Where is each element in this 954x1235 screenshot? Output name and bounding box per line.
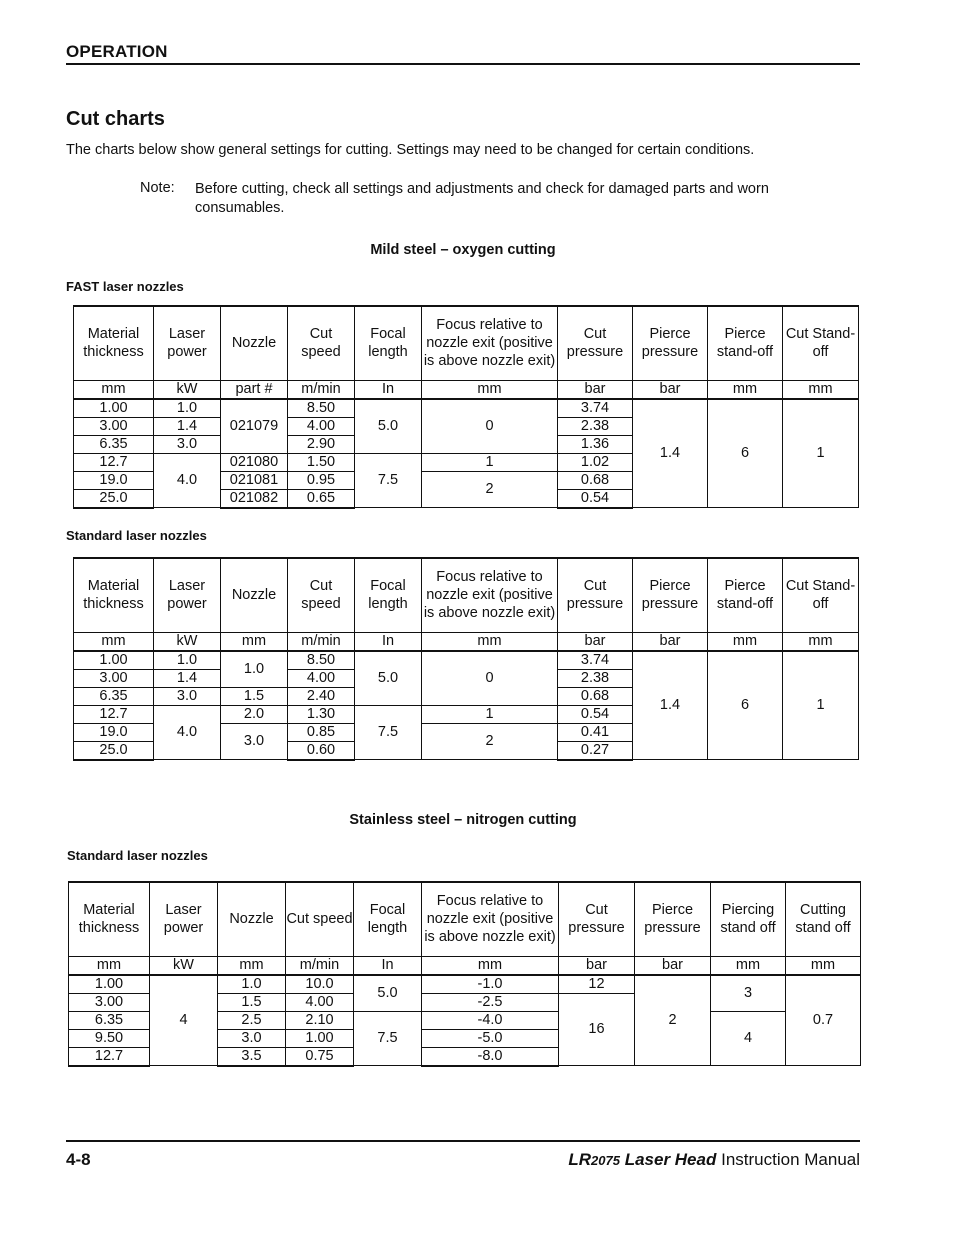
power-cell: 1.0 bbox=[154, 399, 221, 418]
cut-pressure-cell: 0.27 bbox=[558, 741, 633, 760]
nozzle-cell: 2.0 bbox=[221, 705, 288, 723]
speed-cell: 2.40 bbox=[288, 687, 355, 705]
header-cell: Material thickness bbox=[74, 558, 154, 632]
thickness-cell: 6.35 bbox=[74, 687, 154, 705]
header-cell: Pierce pressure bbox=[633, 306, 708, 380]
header-row bbox=[69, 882, 861, 956]
cut-standoff-cell: 1 bbox=[783, 651, 859, 760]
cut-standoff-cell: 1 bbox=[783, 399, 859, 508]
thickness-cell: 3.00 bbox=[74, 417, 154, 435]
speed-cell: 0.95 bbox=[288, 471, 355, 489]
unit-cell: mm bbox=[786, 956, 861, 975]
header-cell: Focal length bbox=[354, 882, 422, 956]
cut-pressure-cell: 1.02 bbox=[558, 453, 633, 471]
manual-title bbox=[560, 1150, 860, 1170]
unit-cell: mm bbox=[708, 380, 783, 399]
standard-nozzles-subtitle: Standard laser nozzles bbox=[66, 528, 207, 543]
header-cell: Nozzle bbox=[221, 306, 288, 380]
header-cell: Pierce stand-off bbox=[708, 558, 783, 632]
focus-cell: -4.0 bbox=[422, 1011, 559, 1029]
focus-cell: -2.5 bbox=[422, 993, 559, 1011]
header-row bbox=[74, 558, 859, 632]
unit-cell: bar bbox=[559, 956, 635, 975]
unit-cell: m/min bbox=[286, 956, 354, 975]
power-cell: 1.4 bbox=[154, 417, 221, 435]
power-cell: 4.0 bbox=[154, 453, 221, 508]
header-row bbox=[74, 306, 859, 380]
stainless-nozzles-subtitle: Standard laser nozzles bbox=[67, 848, 208, 863]
header-cell: Material thickness bbox=[69, 882, 150, 956]
nozzle-cell: 021080 bbox=[221, 453, 288, 471]
unit-cell: mm bbox=[422, 380, 558, 399]
cutting-standoff-cell: 0.7 bbox=[786, 975, 861, 1066]
power-cell: 1.0 bbox=[154, 651, 221, 670]
header-rule bbox=[66, 63, 860, 65]
thickness-cell: 19.0 bbox=[74, 723, 154, 741]
focus-cell: 0 bbox=[422, 399, 558, 454]
product-prefix: LR bbox=[568, 1150, 592, 1169]
thickness-cell: 1.00 bbox=[69, 975, 150, 994]
cut-pressure-cell: 0.68 bbox=[558, 687, 633, 705]
focus-cell: 0 bbox=[422, 651, 558, 706]
pierce-pressure-cell: 1.4 bbox=[633, 651, 708, 760]
cut-pressure-cell: 12 bbox=[559, 975, 635, 994]
speed-cell: 2.90 bbox=[288, 435, 355, 453]
header-cell: Pierce stand-off bbox=[708, 306, 783, 380]
header-cell: Cut pressure bbox=[558, 558, 633, 632]
nozzle-cell: 1.0 bbox=[218, 975, 286, 994]
focal-cell: 5.0 bbox=[355, 651, 422, 706]
manual-label: Instruction Manual bbox=[721, 1150, 860, 1169]
pierce-pressure-cell: 2 bbox=[635, 975, 711, 1066]
speed-cell: 10.0 bbox=[286, 975, 354, 994]
nozzle-cell: 3.5 bbox=[218, 1047, 286, 1066]
power-cell: 3.0 bbox=[154, 687, 221, 705]
pierce-standoff-cell: 6 bbox=[708, 399, 783, 508]
header-cell: Laser power bbox=[150, 882, 218, 956]
thickness-cell: 25.0 bbox=[74, 489, 154, 508]
header-cell: Material thickness bbox=[74, 306, 154, 380]
nozzle-cell: 3.0 bbox=[221, 723, 288, 760]
speed-cell: 4.00 bbox=[288, 669, 355, 687]
nozzle-cell: 3.0 bbox=[218, 1029, 286, 1047]
focus-cell: 1 bbox=[422, 705, 558, 723]
unit-cell: In bbox=[355, 632, 422, 651]
header-cell: Pierce pressure bbox=[633, 558, 708, 632]
power-cell: 4 bbox=[150, 975, 218, 1066]
unit-cell: m/min bbox=[288, 632, 355, 651]
header-cell: Focus relative to nozzle exit (positive is above nozzle exit) bbox=[422, 558, 558, 632]
focus-cell: 2 bbox=[422, 723, 558, 760]
intro-text: The charts below show general settings for cutting. Settings may need to be changed for certain conditions. bbox=[66, 142, 755, 158]
unit-cell: mm bbox=[69, 956, 150, 975]
cut-pressure-cell: 0.54 bbox=[558, 705, 633, 723]
nozzle-cell: 2.5 bbox=[218, 1011, 286, 1029]
cut-pressure-cell: 0.41 bbox=[558, 723, 633, 741]
mild-steel-standard-table bbox=[73, 557, 859, 761]
unit-cell: kW bbox=[150, 956, 218, 975]
cut-pressure-cell: 0.68 bbox=[558, 471, 633, 489]
unit-cell: kW bbox=[154, 380, 221, 399]
pierce-standoff-cell: 6 bbox=[708, 651, 783, 760]
cut-pressure-cell: 1.36 bbox=[558, 435, 633, 453]
header-cell: Cut pressure bbox=[558, 306, 633, 380]
power-cell: 1.4 bbox=[154, 669, 221, 687]
header-cell: Nozzle bbox=[221, 558, 288, 632]
units-row bbox=[74, 632, 859, 651]
header-cell: Focus relative to nozzle exit (positive is above nozzle exit) bbox=[422, 306, 558, 380]
mild-steel-fast-table bbox=[73, 305, 859, 509]
unit-cell: kW bbox=[154, 632, 221, 651]
stainless-steel-title: Stainless steel – nitrogen cutting bbox=[349, 812, 577, 828]
cut-pressure-cell: 3.74 bbox=[558, 651, 633, 670]
nozzle-cell: 021082 bbox=[221, 489, 288, 508]
section-header: OPERATION bbox=[66, 42, 168, 61]
unit-cell: bar bbox=[558, 380, 633, 399]
thickness-cell: 9.50 bbox=[69, 1029, 150, 1047]
table-row bbox=[69, 975, 861, 994]
header-cell: Pierce pressure bbox=[635, 882, 711, 956]
thickness-cell: 6.35 bbox=[69, 1011, 150, 1029]
speed-cell: 4.00 bbox=[286, 993, 354, 1011]
thickness-cell: 3.00 bbox=[74, 669, 154, 687]
header-cell: Nozzle bbox=[218, 882, 286, 956]
speed-cell: 0.75 bbox=[286, 1047, 354, 1066]
thickness-cell: 1.00 bbox=[74, 399, 154, 418]
focal-cell: 7.5 bbox=[355, 705, 422, 760]
speed-cell: 1.30 bbox=[288, 705, 355, 723]
thickness-cell: 1.00 bbox=[74, 651, 154, 670]
nozzle-cell: 1.5 bbox=[218, 993, 286, 1011]
nozzle-cell: 021081 bbox=[221, 471, 288, 489]
focus-cell: 1 bbox=[422, 453, 558, 471]
unit-cell: bar bbox=[635, 956, 711, 975]
header-cell: Piercing stand off bbox=[711, 882, 786, 956]
focal-cell: 5.0 bbox=[355, 399, 422, 454]
table-row bbox=[74, 651, 859, 670]
header-cell: Focus relative to nozzle exit (positive is above nozzle exit) bbox=[422, 882, 559, 956]
thickness-cell: 12.7 bbox=[74, 453, 154, 471]
unit-cell: In bbox=[355, 380, 422, 399]
thickness-cell: 12.7 bbox=[69, 1047, 150, 1066]
stainless-steel-standard-table bbox=[68, 881, 861, 1067]
fast-nozzles-subtitle: FAST laser nozzles bbox=[66, 279, 184, 294]
speed-cell: 8.50 bbox=[288, 651, 355, 670]
cut-pressure-cell: 2.38 bbox=[558, 669, 633, 687]
focus-cell: -8.0 bbox=[422, 1047, 559, 1066]
thickness-cell: 3.00 bbox=[69, 993, 150, 1011]
unit-cell: bar bbox=[633, 632, 708, 651]
thickness-cell: 19.0 bbox=[74, 471, 154, 489]
focal-cell: 7.5 bbox=[355, 453, 422, 508]
header-cell: Cut speed bbox=[286, 882, 354, 956]
cut-pressure-cell: 3.74 bbox=[558, 399, 633, 418]
pierce-pressure-cell: 1.4 bbox=[633, 399, 708, 508]
unit-cell: mm bbox=[783, 380, 859, 399]
unit-cell: bar bbox=[558, 632, 633, 651]
unit-cell: part # bbox=[221, 380, 288, 399]
speed-cell: 0.85 bbox=[288, 723, 355, 741]
header-cell: Cut speed bbox=[288, 558, 355, 632]
unit-cell: m/min bbox=[288, 380, 355, 399]
header-cell: Focal length bbox=[355, 558, 422, 632]
power-cell: 4.0 bbox=[154, 705, 221, 760]
header-cell: Focal length bbox=[355, 306, 422, 380]
header-cell: Cut pressure bbox=[559, 882, 635, 956]
table-row bbox=[74, 399, 859, 418]
unit-cell: mm bbox=[422, 956, 559, 975]
unit-cell: mm bbox=[422, 632, 558, 651]
unit-cell: bar bbox=[633, 380, 708, 399]
focal-cell: 5.0 bbox=[354, 975, 422, 1012]
focus-cell: -5.0 bbox=[422, 1029, 559, 1047]
unit-cell: mm bbox=[708, 632, 783, 651]
header-cell: Cut Stand-off bbox=[783, 558, 859, 632]
focus-cell: 2 bbox=[422, 471, 558, 508]
speed-cell: 1.00 bbox=[286, 1029, 354, 1047]
product-model: 2075 bbox=[591, 1153, 620, 1168]
header-cell: Laser power bbox=[154, 306, 221, 380]
units-row bbox=[74, 380, 859, 399]
header-cell: Cut Stand-off bbox=[783, 306, 859, 380]
header-cell: Laser power bbox=[154, 558, 221, 632]
thickness-cell: 12.7 bbox=[74, 705, 154, 723]
piercing-standoff-cell: 4 bbox=[711, 1011, 786, 1066]
cut-pressure-cell: 2.38 bbox=[558, 417, 633, 435]
cut-pressure-cell: 16 bbox=[559, 993, 635, 1066]
speed-cell: 0.60 bbox=[288, 741, 355, 760]
note-label: Note: bbox=[140, 180, 175, 196]
unit-cell: mm bbox=[783, 632, 859, 651]
mild-steel-title: Mild steel – oxygen cutting bbox=[370, 242, 556, 258]
page-number: 4-8 bbox=[66, 1150, 91, 1169]
unit-cell: mm bbox=[711, 956, 786, 975]
nozzle-cell: 1.5 bbox=[221, 687, 288, 705]
units-row bbox=[69, 956, 861, 975]
unit-cell: mm bbox=[221, 632, 288, 651]
nozzle-cell: 021079 bbox=[221, 399, 288, 454]
speed-cell: 2.10 bbox=[286, 1011, 354, 1029]
footer-rule bbox=[66, 1140, 860, 1142]
header-cell: Cut speed bbox=[288, 306, 355, 380]
focal-cell: 7.5 bbox=[354, 1011, 422, 1066]
thickness-cell: 6.35 bbox=[74, 435, 154, 453]
cut-pressure-cell: 0.54 bbox=[558, 489, 633, 508]
speed-cell: 0.65 bbox=[288, 489, 355, 508]
page-title: Cut charts bbox=[66, 108, 165, 130]
header-cell: Cutting stand off bbox=[786, 882, 861, 956]
note-text: Before cutting, check all settings and adjustments and check for damaged parts and worn consumables. bbox=[195, 181, 769, 216]
product-suffix: Laser Head bbox=[619, 1150, 717, 1169]
nozzle-cell: 1.0 bbox=[221, 651, 288, 688]
unit-cell: mm bbox=[218, 956, 286, 975]
unit-cell: In bbox=[354, 956, 422, 975]
focus-cell: -1.0 bbox=[422, 975, 559, 994]
unit-cell: mm bbox=[74, 632, 154, 651]
thickness-cell: 25.0 bbox=[74, 741, 154, 760]
speed-cell: 8.50 bbox=[288, 399, 355, 418]
speed-cell: 1.50 bbox=[288, 453, 355, 471]
power-cell: 3.0 bbox=[154, 435, 221, 453]
piercing-standoff-cell: 3 bbox=[711, 975, 786, 1012]
unit-cell: mm bbox=[74, 380, 154, 399]
speed-cell: 4.00 bbox=[288, 417, 355, 435]
